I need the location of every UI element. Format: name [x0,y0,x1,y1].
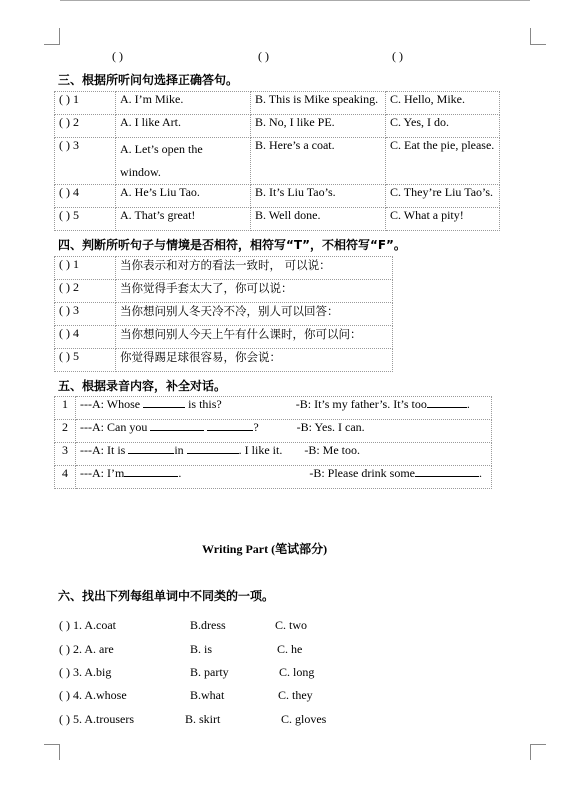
situation-text: 当你觉得手套太大了，你可以说： [116,280,393,303]
dialogue-b-text: -B: Please drink some [309,466,415,480]
dialogue-b-text: -B: It’s my father’s. It’s too [295,397,427,411]
dialogue-a-text: . [178,466,182,480]
fill-blank[interactable] [150,420,204,431]
section4-table [54,256,393,372]
corner-mark-br-h [530,744,546,745]
table-row [55,115,500,138]
section6-title: 六、找出下列每组单词中不同类的一项。 [58,589,275,603]
table-row [55,349,393,372]
table-row [55,397,492,420]
answer-blank[interactable]: ( ) 5 [55,208,116,231]
fill-blank[interactable] [427,397,467,408]
table-row [55,466,492,489]
answer-paren-2[interactable]: ( ) [258,49,269,63]
table-row [55,92,500,115]
table-row [55,280,393,303]
corner-mark-bl-v [59,744,60,760]
option-c: C. they [278,688,313,702]
dialogue-line [76,420,492,443]
row-number: 4 [55,466,76,489]
option-a-line2: window. [120,165,161,179]
answer-blank[interactable]: ( ) 4 [55,326,116,349]
corner-mark-tr-h [530,44,546,45]
dialogue-line [76,466,492,489]
corner-mark-br-v [530,744,531,760]
dialogue-b-text: -B: Me too. [304,443,361,457]
situation-text: 当你想问别人冬天冷不冷，别人可以回答： [116,303,393,326]
corner-mark-bl-h [44,744,60,745]
dialogue-b-text: . [478,466,482,480]
option-a: A. That’s great! [116,208,251,231]
section3-table [54,91,500,231]
dialogue-a-text: . I like it. [238,443,283,457]
option-b: B. skirt [185,712,221,726]
option-b: B.dress [190,618,226,632]
row-number: 1 [55,397,76,420]
question-stem[interactable]: ( ) 4. A.whose [59,688,127,702]
dialogue-a-text: ---A: It is [80,443,126,457]
dialogue-a-text: ? [253,420,259,434]
fill-blank[interactable] [207,420,253,431]
dialogue-line [76,443,492,466]
dialogue-a-text: in [174,443,184,457]
situation-text: 你觉得踢足球很容易，你会说： [116,349,393,372]
dialogue-a-text: is this? [188,397,222,411]
answer-blank[interactable]: ( ) 3 [55,303,116,326]
option-c: C. Hello, Mike. [386,92,500,115]
answer-paren-3[interactable]: ( ) [392,49,403,63]
table-row [55,443,492,466]
answer-blank[interactable]: ( ) 3 [55,138,116,185]
fill-blank[interactable] [143,397,185,408]
answer-blank[interactable]: ( ) 2 [55,115,116,138]
dialogue-line: ---A: Whose is this? -B: It’s my father’s. It’s too . [76,397,492,420]
option-c: C. They’re Liu Tao’s. [386,185,500,208]
option-c: C. Yes, I do. [386,115,500,138]
dialogue-a-text: ---A: I’m [80,466,125,480]
answer-blank[interactable]: ( ) 1 [55,257,116,280]
question-stem[interactable]: ( ) 5. A.trousers [59,712,134,726]
writing-part-heading: Writing Part (笔试部分) [202,542,328,556]
corner-mark-tl-h [44,44,60,45]
option-c: C. What a pity! [386,208,500,231]
answer-blank[interactable]: ( ) 2 [55,280,116,303]
top-border-line [60,0,530,1]
section3-title: 三、根据所听问句选择正确答句。 [58,73,239,87]
situation-text: 当你表示和对方的看法一致时， 可以说： [116,257,393,280]
answer-blank[interactable]: ( ) 4 [55,185,116,208]
section5-title: 五、根据录音内容，补全对话。 [58,379,227,393]
row-number: 3 [55,443,76,466]
option-a: A. I’m Mike. [116,92,251,115]
fill-blank[interactable] [415,466,479,477]
section5-table [54,396,492,489]
option-c: C. gloves [281,712,327,726]
option-b: B. It’s Liu Tao’s. [251,185,386,208]
question-stem[interactable]: ( ) 2. A. are [59,642,114,656]
section4-title: 四、判断所听句子与情境是否相符，相符写“T”，不相符写“F”。 [58,238,406,252]
table-row [55,303,393,326]
answer-paren-1[interactable]: ( ) [112,49,123,63]
table-row [55,326,393,349]
option-c: C. two [275,618,308,632]
table-row [55,420,492,443]
table-row [55,257,393,280]
option-b: B. Well done. [251,208,386,231]
dialogue-b-text: -B: Yes. I can. [296,420,365,434]
row-number: 2 [55,420,76,443]
option-b: B. This is Mike speaking. [251,92,386,115]
option-c: C. Eat the pie, please. [386,138,500,185]
table-row [55,185,500,208]
option-a [116,138,251,185]
option-c: C. he [277,642,303,656]
table-row [55,208,500,231]
question-stem[interactable]: ( ) 3. A.big [59,665,112,679]
fill-blank[interactable] [128,443,174,454]
option-a-line1: A. Let’s open the [120,142,203,156]
option-c: C. long [279,665,315,679]
answer-blank[interactable]: ( ) 1 [55,92,116,115]
dialogue-a-text: ---A: Whose [80,397,141,411]
corner-mark-tr-v [530,28,531,44]
fill-blank[interactable] [187,443,239,454]
option-a: A. He’s Liu Tao. [116,185,251,208]
option-b: B. is [190,642,213,656]
answer-blank[interactable]: ( ) 5 [55,349,116,372]
option-a: A. I like Art. [116,115,251,138]
dialogue-a-text: ---A: Can you [80,420,148,434]
question-stem[interactable]: ( ) 1. A.coat [59,618,116,632]
situation-text: 当你想问别人今天上午有什么课时，你可以问： [116,326,393,349]
option-b: B. Here’s a coat. [251,138,386,185]
table-row [55,138,500,185]
option-b: B. No, I like PE. [251,115,386,138]
option-b: B.what [190,688,225,702]
fill-blank[interactable] [124,466,178,477]
option-b: B. party [190,665,229,679]
corner-mark-tl-v [59,28,60,44]
